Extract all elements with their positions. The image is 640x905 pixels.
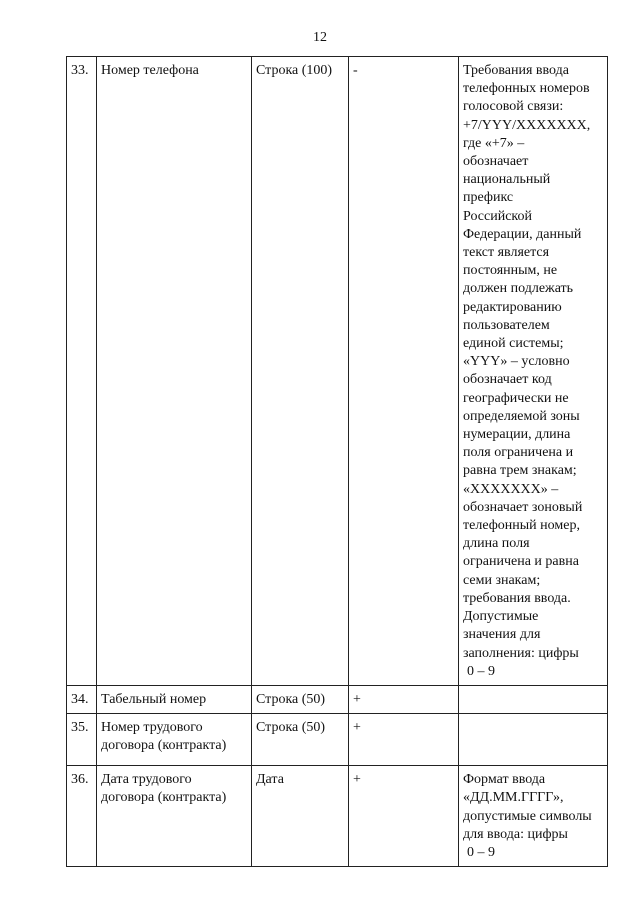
note-line: нумерации, длина xyxy=(463,427,571,443)
page-number: 12 xyxy=(313,30,327,45)
note-line: поля ограничена и xyxy=(463,445,574,461)
note-line: текст является xyxy=(463,245,550,261)
note-line: Допустимые xyxy=(463,609,539,625)
row-number-cell: 36. xyxy=(67,766,97,867)
note-line: обозначает xyxy=(463,154,529,170)
note-line: требования ввода. xyxy=(463,590,571,606)
field-note-cell xyxy=(459,685,608,713)
field-type-cell: Дата xyxy=(252,766,349,867)
field-spec-table-body xyxy=(67,57,608,867)
note-line: ограничена и равна xyxy=(463,554,579,570)
note-line: географически не xyxy=(463,390,569,406)
note-line: национальный xyxy=(463,172,551,188)
field-type-cell: Строка (50) xyxy=(252,685,349,713)
note-line: Российской xyxy=(463,208,532,224)
note-line: определяемой зоны xyxy=(463,408,580,424)
note-line: 0 – 9 xyxy=(467,844,495,860)
note-line: единой системы; xyxy=(463,336,564,352)
field-name-cell: Номер трудового договора (контракта) xyxy=(97,714,252,766)
note-line: голосовой связи: xyxy=(463,99,564,115)
note-line: равна трем знакам; xyxy=(463,463,577,479)
note-line: для ввода: цифры xyxy=(463,826,568,842)
note-line: редактированию xyxy=(463,299,562,315)
note-line: Требования ввода xyxy=(463,63,569,78)
field-name-cell: Номер телефона xyxy=(97,57,252,686)
field-note-cell xyxy=(459,766,608,867)
note-line: «ДД.ММ.ГГГГ», xyxy=(463,790,564,806)
row-number-cell: 33. xyxy=(67,57,97,686)
note-line: где «+7» – xyxy=(463,135,525,151)
field-note-cell xyxy=(459,714,608,766)
note-line: «YYY» – условно xyxy=(463,354,570,370)
note-line: значения для xyxy=(463,627,541,643)
field-type-cell: Строка (100) xyxy=(252,57,349,686)
note-line: обозначает зоновый xyxy=(463,499,583,515)
note-line: заполнения: цифры xyxy=(463,645,579,661)
note-line: допустимые символы xyxy=(463,808,592,824)
table-row xyxy=(67,766,608,867)
field-required-cell: + xyxy=(349,714,459,766)
row-number-cell: 35. xyxy=(67,714,97,766)
note-line: Федерации, данный xyxy=(463,226,582,242)
note-line: должен подлежать xyxy=(463,281,574,297)
table-row xyxy=(67,714,608,766)
row-number-cell: 34. xyxy=(67,685,97,713)
table-row xyxy=(67,57,608,686)
note-line: 0 – 9 xyxy=(467,663,495,679)
note-line: пользователем xyxy=(463,317,550,333)
note-line: Формат ввода xyxy=(463,772,546,788)
note-line: телефонных номеров xyxy=(463,81,590,97)
note-line: префикс xyxy=(463,190,514,206)
note-line: длина поля xyxy=(463,536,530,552)
note-line: постоянным, не xyxy=(463,263,558,279)
note-line: обозначает код xyxy=(463,372,552,388)
note-line: семи знакам; xyxy=(463,572,541,588)
field-spec-table xyxy=(66,56,608,867)
field-required-cell: + xyxy=(349,766,459,867)
field-required-cell: + xyxy=(349,685,459,713)
table-row xyxy=(67,685,608,713)
note-line: +7/YYY/XXXXXXX, xyxy=(463,117,591,133)
field-note-cell xyxy=(459,57,608,686)
field-type-cell: Строка (50) xyxy=(252,714,349,766)
field-name-cell: Дата трудового договора (контракта) xyxy=(97,766,252,867)
note-line: телефонный номер, xyxy=(463,518,580,534)
field-required-cell: - xyxy=(349,57,459,686)
field-name-cell: Табельный номер xyxy=(97,685,252,713)
note-line: «XXXXXXX» – xyxy=(463,481,559,497)
